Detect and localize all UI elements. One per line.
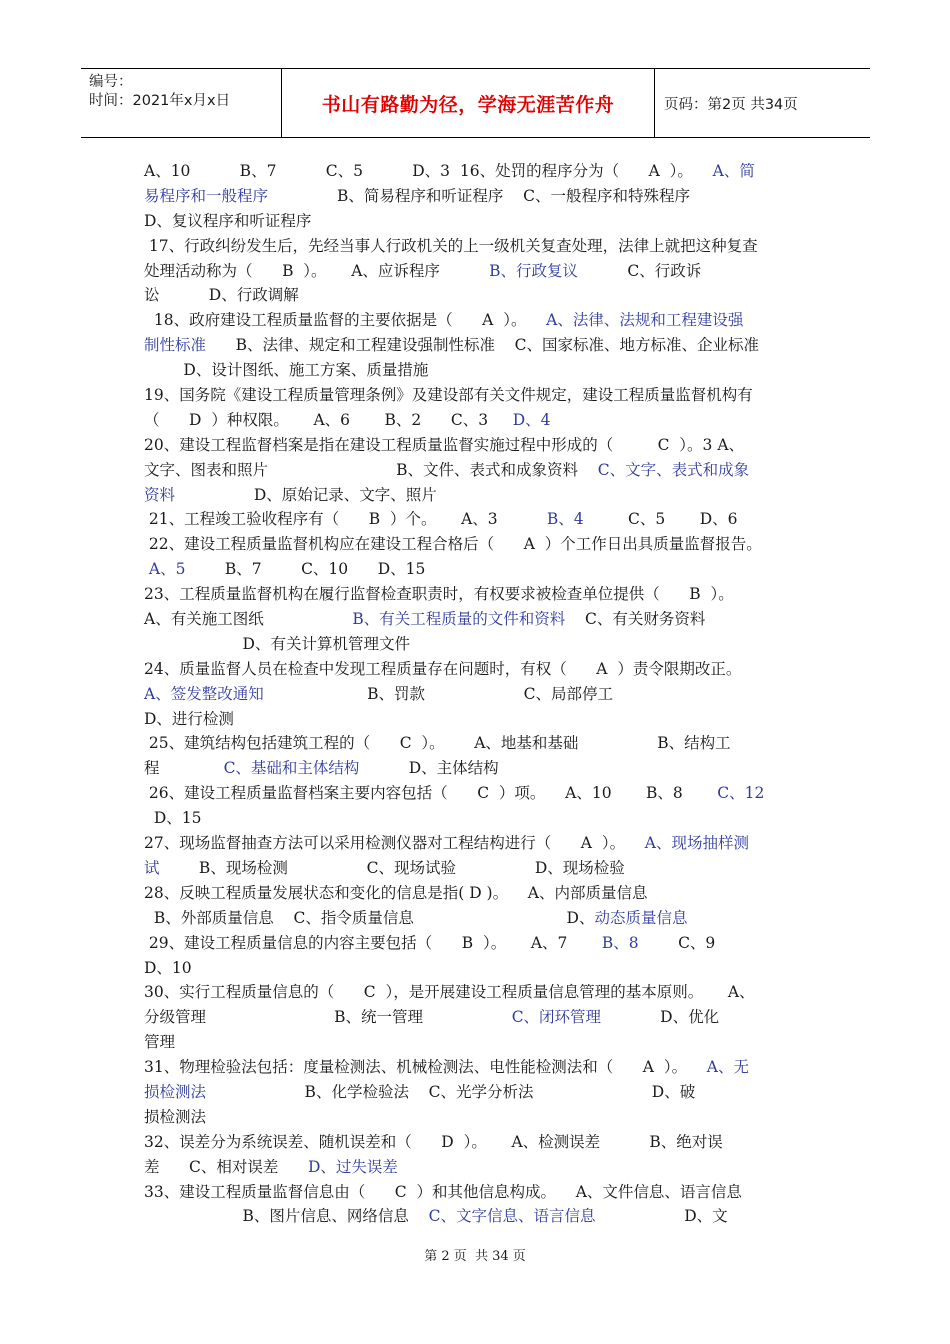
text-line: [144, 1030, 808, 1055]
document-body: [144, 159, 808, 1229]
question-text: 17、行政纠纷发生后，先经当事人行政机关的上一级机关复查处理，法律上就把这种复查: [144, 236, 758, 255]
answer-text: A、无: [706, 1058, 749, 1077]
question-text: C、行政诉: [578, 261, 702, 280]
text-line: [144, 582, 808, 607]
question-text: 差 C、相对误差: [144, 1157, 308, 1176]
question-text: D、优化: [601, 1008, 720, 1027]
question-text: B、外部质量信息 C、指令质量信息 D、: [144, 908, 595, 927]
text-line: [144, 259, 808, 284]
question-text: 24、质量监督人员在检查中发现工程质量存在问题时，有权（ A ）责令限期改正。: [144, 659, 742, 678]
text-line: [144, 1180, 808, 1205]
text-line: [144, 483, 808, 508]
text-line: [144, 1080, 808, 1105]
question-text: 26、建设工程质量监督档案主要内容包括（ C ）项。 A、10 B、8: [144, 784, 718, 803]
text-line: [144, 458, 808, 483]
document-date: 时间：2021年x月x日: [89, 93, 231, 109]
question-text: 21、工程竣工验收程序有（ B ）个。 A、3: [144, 510, 547, 529]
question-text: 32、误差分为系统误差、随机误差和（ D ）。 A、检测误差 B、绝对误: [144, 1132, 723, 1151]
question-text: 31、物理检验法包括：度量检测法、机械检测法、电性能检测法和（ A ）。: [144, 1058, 707, 1077]
question-text: （ D ）种权限。 A、6 B、2 C、3: [144, 410, 513, 429]
answer-text: A、简: [712, 162, 755, 180]
text-line: [144, 831, 808, 856]
text-line: [144, 657, 808, 682]
question-text: D、15: [144, 809, 202, 828]
answer-text: C、文字信息、语言信息: [428, 1207, 596, 1226]
text-line: [144, 433, 808, 458]
answer-text: 试: [144, 858, 160, 877]
question-text: 30、实行工程质量信息的（ C ），是开展建设工程质量信息管理的基本原则。 A、: [144, 983, 755, 1002]
header-meta: [89, 73, 279, 111]
text-line: [144, 756, 808, 781]
text-line: [144, 159, 808, 184]
text-line: [144, 408, 808, 433]
question-text: D、原始记录、文字、照片: [175, 485, 437, 504]
text-line: [144, 333, 808, 358]
question-text: A、10 B、7 C、5 D、3 16、处罚的程序分为（ A ）。: [144, 162, 713, 180]
text-line: [144, 707, 808, 732]
text-line: [144, 283, 808, 308]
answer-text: C、闭环管理: [511, 1008, 602, 1027]
answer-text: C、基础和主体结构: [223, 759, 360, 778]
question-text: C、5 D、6: [583, 510, 738, 529]
question-text: D、主体结构: [359, 759, 499, 778]
answer-text: A、5: [144, 560, 186, 579]
text-line: [144, 234, 808, 259]
answer-text: 损检测法: [144, 1082, 207, 1101]
question-text: 29、建设工程质量信息的内容主要包括（ B ）。 A、7: [144, 933, 602, 952]
answer-text: 易程序和一般程序: [144, 186, 269, 205]
text-line: [144, 507, 808, 532]
answer-text: 制性标准: [144, 336, 207, 355]
answer-text: B、4: [546, 510, 584, 529]
text-line: [144, 1055, 808, 1080]
question-text: D、文: [595, 1207, 728, 1226]
text-line: [144, 1005, 808, 1030]
answer-text: 资料: [144, 485, 176, 504]
question-text: D、进行检测: [144, 709, 234, 728]
text-line: [144, 956, 808, 981]
question-text: B、简易程序和听证程序 C、一般程序和特殊程序: [268, 186, 690, 205]
answer-text: A、现场抽样测: [644, 834, 749, 853]
question-text: B、图片信息、网络信息: [144, 1207, 429, 1226]
header-divider: [654, 69, 655, 137]
text-line: [144, 906, 808, 931]
answer-text: B、8: [601, 933, 639, 952]
text-line: [144, 731, 808, 756]
question-text: 20、建设工程监督档案是指在建设工程质量监督实施过程中形成的（ C ）。3 A、: [144, 435, 745, 454]
text-line: [144, 1155, 808, 1180]
answer-text: 动态质量信息: [594, 908, 688, 927]
text-line: [144, 682, 808, 707]
question-text: 管理: [144, 1033, 176, 1052]
question-text: B、罚款 C、局部停工: [263, 684, 613, 703]
question-text: 25、建筑结构包括建筑工程的（ C ）。 A、地基和基础 B、结构工: [144, 734, 731, 753]
text-line: [144, 209, 808, 234]
text-line: [144, 980, 808, 1005]
question-text: A、有关施工图纸: [144, 610, 353, 629]
answer-text: B、有关工程质量的文件和资料: [352, 610, 566, 629]
question-text: 23、工程质量监督机构在履行监督检查职责时，有权要求被检查单位提供（ B ）。: [144, 585, 734, 604]
text-line: [144, 806, 808, 831]
question-text: 18、政府建设工程质量监督的主要依据是（ A ）。: [144, 311, 547, 330]
question-text: 19、国务院《建设工程质量管理条例》及建设部有关文件规定，建设工程质量监督机构有: [144, 386, 753, 405]
question-text: 27、现场监督抽查方法可以采用检测仪器对工程结构进行（ A ）。: [144, 834, 645, 853]
page-footer: 第 2 页 共 34 页: [424, 1249, 526, 1264]
question-text: 讼 D、行政调解: [144, 286, 299, 305]
header-divider: [281, 69, 282, 137]
question-text: 分级管理 B、统一管理: [144, 1008, 512, 1027]
question-text: D、10: [144, 958, 192, 977]
question-text: 处理活动称为（ B ）。 A、应诉程序: [144, 261, 490, 280]
question-text: B、现场检测 C、现场试验 D、现场检验: [159, 858, 625, 877]
text-line: [144, 358, 808, 383]
question-text: D、设计图纸、施工方案、质量措施: [144, 361, 429, 380]
question-text: C、9: [638, 933, 716, 952]
text-line: [144, 931, 808, 956]
text-line: [144, 308, 808, 333]
text-line: [144, 1105, 808, 1130]
text-line: [144, 781, 808, 806]
question-text: 22、建设工程质量监督机构应在建设工程合格后（ A ）个工作日出具质量监督报告。: [144, 535, 762, 554]
answer-text: B、行政复议: [489, 261, 579, 280]
text-line: [144, 856, 808, 881]
header-page-info: 页码：第2页 共34页: [664, 96, 798, 113]
answer-text: C、12: [717, 784, 765, 803]
text-line: [144, 383, 808, 408]
question-text: C、有关财务资料: [565, 610, 706, 629]
text-line: [144, 557, 808, 582]
question-text: 文字、图表和照片 B、文件、表式和成象资料: [144, 460, 598, 479]
question-text: B、法律、规定和工程建设强制性标准 C、国家标准、地方标准、企业标准: [206, 336, 760, 355]
question-text: 损检测法: [144, 1107, 207, 1126]
text-line: [144, 1204, 808, 1229]
text-line: [144, 532, 808, 557]
document-number: 编号：: [89, 74, 133, 90]
text-line: [144, 184, 808, 209]
answer-text: A、法律、法规和工程建设强: [546, 311, 744, 330]
text-line: [144, 881, 808, 906]
page-header: [81, 68, 870, 138]
text-line: [144, 632, 808, 657]
answer-text: D、4: [512, 410, 551, 429]
answer-text: C、文字、表式和成象: [597, 460, 750, 479]
answer-text: A、签发整改通知: [144, 684, 264, 703]
question-text: D、有关计算机管理文件: [144, 634, 410, 653]
question-text: 程: [144, 759, 224, 778]
question-text: 28、反映工程质量发展状态和变化的信息是指( D )。 A、内部质量信息: [144, 883, 648, 902]
header-motto: 书山有路勤为径，学海无涯苦作舟: [321, 93, 615, 116]
text-line: [144, 607, 808, 632]
question-text: B、7 C、10 D、15: [185, 560, 426, 579]
answer-text: D、过失误差: [307, 1157, 398, 1176]
text-line: [144, 1130, 808, 1155]
question-text: 33、建设工程质量监督信息由（ C ）和其他信息构成。 A、文件信息、语言信息: [144, 1182, 742, 1201]
question-text: B、化学检验法 C、光学分析法 D、破: [206, 1082, 696, 1101]
question-text: D、复议程序和听证程序: [144, 211, 312, 230]
